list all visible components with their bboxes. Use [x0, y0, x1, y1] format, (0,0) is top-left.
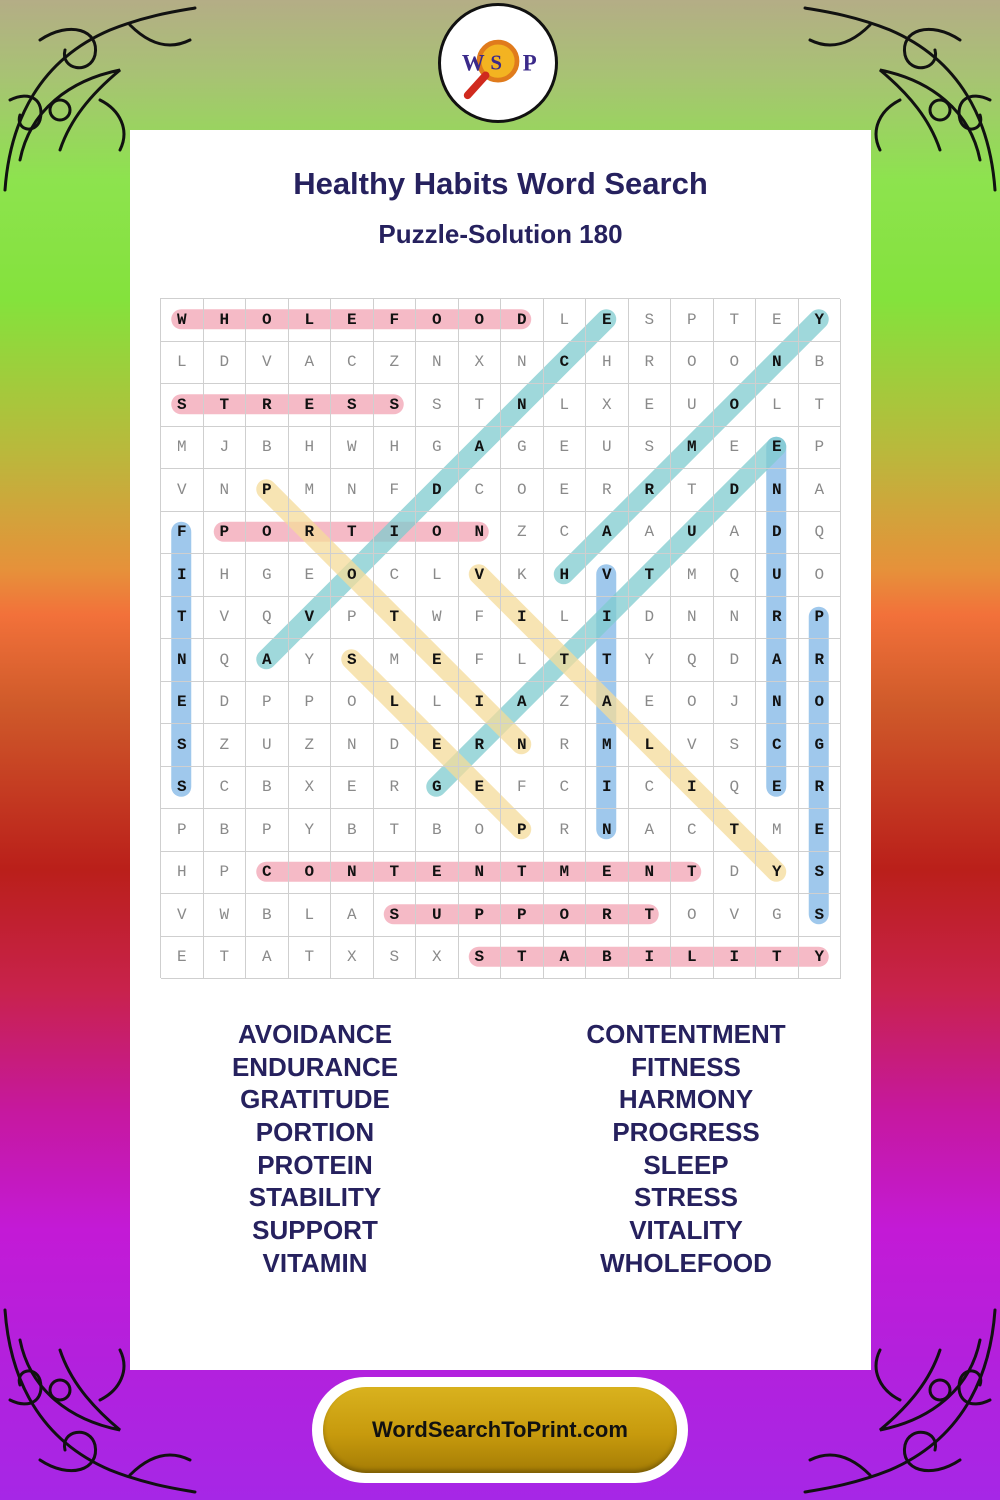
grid-cell[interactable]: T [204, 937, 247, 980]
grid-cell[interactable]: T [629, 894, 672, 937]
grid-cell[interactable]: P [204, 512, 247, 555]
grid-cell[interactable]: E [756, 767, 799, 810]
grid-cell[interactable]: S [374, 894, 417, 937]
grid-cell[interactable]: T [671, 469, 714, 512]
word-search-grid [160, 298, 840, 978]
grid-cell[interactable]: Y [799, 299, 842, 342]
grid-cell[interactable]: D [714, 469, 757, 512]
grid-cell[interactable]: D [629, 597, 672, 640]
grid-cell[interactable]: D [416, 469, 459, 512]
grid-cell[interactable]: F [161, 512, 204, 555]
grid-cell[interactable]: O [289, 852, 332, 895]
grid-cell[interactable]: E [331, 299, 374, 342]
grid-cell[interactable]: G [416, 767, 459, 810]
grid-cell[interactable]: E [544, 469, 587, 512]
word-list-item: STABILITY [248, 1182, 382, 1213]
grid-cell[interactable]: P [799, 597, 842, 640]
grid-cell[interactable]: F [374, 299, 417, 342]
grid-cell[interactable]: I [501, 597, 544, 640]
grid-cell[interactable]: H [204, 554, 247, 597]
grid-cell[interactable]: E [331, 767, 374, 810]
grid-cell[interactable]: X [289, 767, 332, 810]
grid-cell[interactable]: P [331, 597, 374, 640]
grid-cell[interactable]: I [586, 767, 629, 810]
grid-cell[interactable]: T [331, 512, 374, 555]
grid-cell[interactable]: P [204, 852, 247, 895]
grid-cell[interactable]: S [331, 639, 374, 682]
grid-cell[interactable]: F [374, 469, 417, 512]
grid-cell[interactable]: S [161, 767, 204, 810]
grid-cell[interactable]: R [544, 724, 587, 767]
grid-cell[interactable]: A [629, 512, 672, 555]
grid-cell[interactable]: E [459, 767, 502, 810]
grid-cell[interactable]: P [246, 809, 289, 852]
grid-cell[interactable]: G [501, 427, 544, 470]
grid-cell[interactable]: P [246, 469, 289, 512]
grid-cell[interactable]: U [586, 427, 629, 470]
grid-cell[interactable]: O [459, 809, 502, 852]
grid-cell[interactable]: T [459, 384, 502, 427]
word-list-item: SUPPORT [252, 1215, 378, 1246]
grid-cell[interactable]: N [629, 852, 672, 895]
grid-cell[interactable]: N [331, 469, 374, 512]
grid-cell[interactable]: B [799, 342, 842, 385]
grid-cell[interactable]: I [374, 512, 417, 555]
grid-cell[interactable]: A [459, 427, 502, 470]
site-logo[interactable] [438, 3, 558, 123]
grid-cell[interactable]: C [544, 512, 587, 555]
grid-cell[interactable]: M [161, 427, 204, 470]
grid-cell[interactable]: L [416, 682, 459, 725]
grid-cell[interactable]: N [756, 342, 799, 385]
grid-cell[interactable]: N [586, 809, 629, 852]
grid-cell[interactable]: I [459, 682, 502, 725]
grid-cell[interactable]: P [799, 427, 842, 470]
grid-cell[interactable]: B [586, 937, 629, 980]
word-list-item: STRESS [633, 1182, 739, 1213]
grid-cell[interactable]: E [161, 682, 204, 725]
grid-cell[interactable]: Z [204, 724, 247, 767]
grid-cell[interactable]: C [544, 767, 587, 810]
grid-cell[interactable]: H [586, 342, 629, 385]
grid-cell[interactable]: E [416, 724, 459, 767]
grid-cell[interactable]: V [246, 342, 289, 385]
grid-cell[interactable]: S [714, 724, 757, 767]
grid-cell[interactable]: D [714, 852, 757, 895]
grid-cell[interactable]: E [629, 682, 672, 725]
word-list-item: WHOLEFOOD [600, 1247, 772, 1278]
grid-cell[interactable]: T [289, 937, 332, 980]
grid-cell[interactable]: T [204, 384, 247, 427]
grid-cell[interactable]: Q [714, 554, 757, 597]
grid-cell[interactable]: Z [501, 512, 544, 555]
grid-cell[interactable]: H [161, 852, 204, 895]
logo-letter-p: P [522, 50, 537, 76]
grid-cell[interactable]: D [756, 512, 799, 555]
grid-cell[interactable]: Q [246, 597, 289, 640]
grid-cell[interactable]: S [799, 852, 842, 895]
grid-cell[interactable]: C [629, 767, 672, 810]
grid-cell[interactable]: D [714, 639, 757, 682]
logo-letter-w: W [461, 50, 485, 76]
grid-cell[interactable]: X [416, 937, 459, 980]
grid-cell[interactable]: E [161, 937, 204, 980]
grid-cell[interactable]: W [331, 427, 374, 470]
grid-cell[interactable]: A [246, 937, 289, 980]
grid-cell[interactable]: I [161, 554, 204, 597]
grid-cell[interactable]: D [204, 682, 247, 725]
letter-grid [160, 298, 840, 978]
grid-cell[interactable]: N [756, 682, 799, 725]
grid-cell[interactable]: O [501, 469, 544, 512]
grid-cell[interactable]: N [459, 852, 502, 895]
grid-cell[interactable]: B [246, 427, 289, 470]
grid-cell[interactable]: F [459, 639, 502, 682]
grid-cell[interactable]: N [204, 469, 247, 512]
grid-cell[interactable]: R [544, 809, 587, 852]
grid-cell[interactable]: V [161, 894, 204, 937]
grid-cell[interactable]: O [714, 384, 757, 427]
grid-cell[interactable]: T [714, 299, 757, 342]
grid-cell[interactable]: R [459, 724, 502, 767]
grid-cell[interactable]: O [416, 299, 459, 342]
footer-pill [312, 1377, 688, 1483]
grid-cell[interactable]: N [331, 724, 374, 767]
grid-cell[interactable]: C [204, 767, 247, 810]
grid-cell[interactable]: T [544, 639, 587, 682]
word-list-item: VITAMIN [262, 1247, 368, 1278]
grid-cell[interactable]: O [714, 342, 757, 385]
grid-cell[interactable]: L [544, 597, 587, 640]
grid-cell[interactable]: R [629, 342, 672, 385]
grid-cell[interactable]: X [586, 384, 629, 427]
grid-cell[interactable]: A [544, 937, 587, 980]
grid-cell[interactable]: U [671, 384, 714, 427]
page-title: Healthy Habits Word Search [293, 166, 708, 201]
word-list-item: PROGRESS [612, 1117, 760, 1148]
grid-cell[interactable]: M [289, 469, 332, 512]
grid-cell[interactable]: O [671, 894, 714, 937]
grid-cell[interactable]: A [799, 469, 842, 512]
grid-cell[interactable]: T [756, 937, 799, 980]
grid-cell[interactable]: P [246, 682, 289, 725]
word-list-item: AVOIDANCE [237, 1019, 393, 1049]
grid-cell[interactable]: T [799, 384, 842, 427]
puzzle-panel [130, 130, 871, 1370]
grid-cell[interactable]: B [246, 894, 289, 937]
grid-cell[interactable]: O [544, 894, 587, 937]
grid-cell[interactable]: Y [756, 852, 799, 895]
grid-cell[interactable]: S [374, 384, 417, 427]
grid-cell[interactable]: P [459, 894, 502, 937]
grid-cell[interactable]: R [629, 469, 672, 512]
grid-cell[interactable]: S [161, 724, 204, 767]
grid-cell[interactable]: C [544, 342, 587, 385]
page-subtitle: Puzzle-Solution 180 [378, 219, 623, 249]
grid-cell[interactable]: O [671, 342, 714, 385]
grid-cell[interactable]: O [459, 299, 502, 342]
grid-cell[interactable]: E [544, 427, 587, 470]
grid-cell[interactable]: T [714, 809, 757, 852]
grid-cell[interactable]: Y [799, 937, 842, 980]
grid-cell[interactable]: A [331, 894, 374, 937]
grid-cell[interactable]: N [714, 597, 757, 640]
grid-cell[interactable]: F [459, 597, 502, 640]
grid-cell[interactable]: Q [671, 639, 714, 682]
grid-cell[interactable]: X [459, 342, 502, 385]
grid-cell[interactable]: E [416, 639, 459, 682]
grid-cell[interactable]: Q [714, 767, 757, 810]
grid-cell[interactable]: D [501, 299, 544, 342]
grid-cell[interactable]: C [459, 469, 502, 512]
grid-cell[interactable]: L [289, 894, 332, 937]
grid-cell[interactable]: U [756, 554, 799, 597]
grid-cell[interactable]: O [331, 682, 374, 725]
grid-cell[interactable]: I [586, 597, 629, 640]
grid-cell[interactable]: B [246, 767, 289, 810]
grid-cell[interactable]: W [161, 299, 204, 342]
grid-cell[interactable]: W [204, 894, 247, 937]
grid-cell[interactable]: U [246, 724, 289, 767]
grid-cell[interactable]: N [501, 724, 544, 767]
grid-cell[interactable]: L [501, 639, 544, 682]
grid-cell[interactable]: L [629, 724, 672, 767]
grid-cell[interactable]: I [671, 767, 714, 810]
grid-cell[interactable]: O [799, 682, 842, 725]
grid-cell[interactable]: J [204, 427, 247, 470]
grid-cell[interactable]: T [501, 937, 544, 980]
grid-cell[interactable]: B [416, 809, 459, 852]
grid-cell[interactable]: O [671, 682, 714, 725]
grid-cell[interactable]: R [586, 894, 629, 937]
word-list-item: ENDURANCE [231, 1051, 399, 1082]
grid-cell[interactable]: P [671, 299, 714, 342]
grid-cell[interactable]: S [161, 384, 204, 427]
grid-cell[interactable]: P [501, 894, 544, 937]
grid-cell[interactable]: E [756, 299, 799, 342]
grid-cell[interactable]: P [161, 809, 204, 852]
grid-cell[interactable]: R [289, 512, 332, 555]
grid-cell[interactable]: M [671, 427, 714, 470]
grid-cell[interactable]: R [799, 639, 842, 682]
website-link-button[interactable]: WordSearchToPrint.com [323, 1387, 677, 1473]
grid-cell[interactable]: S [799, 894, 842, 937]
grid-cell[interactable]: Q [799, 512, 842, 555]
grid-cell[interactable]: L [756, 384, 799, 427]
grid-cell[interactable]: A [756, 639, 799, 682]
grid-cell[interactable]: N [161, 639, 204, 682]
grid-cell[interactable]: Q [204, 639, 247, 682]
grid-cell[interactable]: C [671, 809, 714, 852]
grid-cell[interactable]: R [246, 384, 289, 427]
grid-cell[interactable]: E [714, 427, 757, 470]
grid-cell[interactable]: L [544, 384, 587, 427]
grid-cell[interactable]: L [374, 682, 417, 725]
grid-cell[interactable]: R [374, 767, 417, 810]
grid-cell[interactable]: N [416, 342, 459, 385]
grid-cell[interactable]: G [246, 554, 289, 597]
grid-cell[interactable]: N [459, 512, 502, 555]
grid-cell[interactable]: O [246, 299, 289, 342]
grid-cell[interactable]: O [416, 512, 459, 555]
grid-cell[interactable]: T [586, 639, 629, 682]
grid-cell[interactable]: U [671, 512, 714, 555]
grid-cell[interactable]: A [629, 809, 672, 852]
grid-cell[interactable]: T [629, 554, 672, 597]
grid-cell[interactable]: C [374, 554, 417, 597]
logo-letter-s: S [490, 50, 503, 75]
grid-cell[interactable]: J [714, 682, 757, 725]
grid-cell[interactable]: Z [544, 682, 587, 725]
grid-cell[interactable]: B [204, 809, 247, 852]
grid-cell[interactable]: S [374, 937, 417, 980]
grid-cell[interactable]: P [501, 809, 544, 852]
grid-cell[interactable]: T [671, 852, 714, 895]
grid-cell[interactable]: T [374, 597, 417, 640]
word-list-item: PORTION [255, 1117, 375, 1148]
grid-cell[interactable]: C [246, 852, 289, 895]
grid-cell[interactable]: V [459, 554, 502, 597]
grid-cell[interactable]: R [799, 767, 842, 810]
grid-cell[interactable]: V [586, 554, 629, 597]
grid-cell[interactable]: I [714, 937, 757, 980]
grid-cell[interactable]: H [374, 427, 417, 470]
grid-cell[interactable]: Y [289, 639, 332, 682]
grid-cell[interactable]: G [799, 724, 842, 767]
grid-cell[interactable]: C [331, 342, 374, 385]
grid-cell[interactable]: C [756, 724, 799, 767]
word-list-right [501, 1018, 871, 1280]
grid-cell[interactable]: T [501, 852, 544, 895]
grid-cell[interactable]: L [671, 937, 714, 980]
grid-cell[interactable]: A [246, 639, 289, 682]
magnifier-handle [468, 75, 486, 95]
grid-cell[interactable]: M [756, 809, 799, 852]
grid-cell[interactable]: Y [629, 639, 672, 682]
word-list-item: HARMONY [618, 1084, 754, 1115]
grid-cell[interactable]: H [289, 427, 332, 470]
grid-cell[interactable]: V [161, 469, 204, 512]
grid-cell[interactable]: T [161, 597, 204, 640]
word-list-item: CONTENTMENT [586, 1019, 786, 1049]
grid-cell[interactable]: V [671, 724, 714, 767]
grid-cell[interactable]: X [331, 937, 374, 980]
grid-cell[interactable]: N [331, 852, 374, 895]
grid-cell[interactable]: A [714, 512, 757, 555]
grid-cell[interactable]: S [416, 384, 459, 427]
grid-cell[interactable]: E [416, 852, 459, 895]
grid-cell[interactable]: T [374, 852, 417, 895]
grid-cell[interactable]: H [544, 554, 587, 597]
grid-cell[interactable]: Y [289, 809, 332, 852]
grid-cell[interactable]: O [331, 554, 374, 597]
word-list-left [130, 1018, 500, 1280]
grid-cell[interactable]: E [629, 384, 672, 427]
grid-cell[interactable]: R [756, 597, 799, 640]
grid-cell[interactable]: V [289, 597, 332, 640]
grid-cell[interactable]: V [714, 894, 757, 937]
grid-cell[interactable]: G [416, 427, 459, 470]
grid-cell[interactable]: S [331, 384, 374, 427]
grid-cell[interactable]: A [501, 682, 544, 725]
grid-cell[interactable]: K [501, 554, 544, 597]
grid-cell[interactable]: M [586, 724, 629, 767]
grid-cell[interactable]: D [374, 724, 417, 767]
grid-cell[interactable]: A [586, 512, 629, 555]
grid-cell[interactable]: I [629, 937, 672, 980]
grid-cell[interactable]: D [204, 342, 247, 385]
grid-cell[interactable]: U [416, 894, 459, 937]
grid-cell[interactable]: S [459, 937, 502, 980]
grid-cell[interactable]: S [629, 299, 672, 342]
grid-cell[interactable]: N [501, 342, 544, 385]
word-list-item: GRATITUDE [240, 1084, 390, 1115]
grid-cell[interactable]: O [799, 554, 842, 597]
grid-cell[interactable]: Z [289, 724, 332, 767]
word-list-item: FITNESS [631, 1051, 741, 1082]
grid-cell[interactable]: F [501, 767, 544, 810]
grid-cell[interactable]: A [586, 682, 629, 725]
grid-cell[interactable]: A [289, 342, 332, 385]
word-list-item: PROTEIN [257, 1149, 373, 1180]
grid-cell[interactable]: G [756, 894, 799, 937]
grid-cell[interactable]: M [544, 852, 587, 895]
grid-cell[interactable]: L [416, 554, 459, 597]
grid-cell[interactable]: N [671, 597, 714, 640]
grid-cell[interactable]: E [586, 299, 629, 342]
grid-cell[interactable]: E [586, 852, 629, 895]
grid-cell[interactable]: Z [374, 342, 417, 385]
grid-cell[interactable]: S [629, 427, 672, 470]
grid-cell[interactable]: B [331, 809, 374, 852]
grid-cell[interactable]: E [799, 809, 842, 852]
grid-cell[interactable]: N [756, 469, 799, 512]
grid-cell[interactable]: W [416, 597, 459, 640]
grid-cell[interactable]: R [586, 469, 629, 512]
grid-cell[interactable]: O [246, 512, 289, 555]
grid-cell[interactable]: M [374, 639, 417, 682]
grid-cell[interactable]: E [289, 554, 332, 597]
grid-cell[interactable]: V [204, 597, 247, 640]
grid-cell[interactable]: N [501, 384, 544, 427]
grid-cell[interactable]: T [374, 809, 417, 852]
grid-cell[interactable]: L [544, 299, 587, 342]
grid-cell[interactable]: E [756, 427, 799, 470]
word-list-item: VITALITY [629, 1215, 743, 1246]
grid-cell[interactable]: M [671, 554, 714, 597]
grid-cell[interactable]: H [204, 299, 247, 342]
grid-cell[interactable]: L [289, 299, 332, 342]
word-list-item: SLEEP [643, 1149, 729, 1180]
grid-cell[interactable]: L [161, 342, 204, 385]
grid-cell[interactable]: E [289, 384, 332, 427]
grid-cell[interactable]: P [289, 682, 332, 725]
